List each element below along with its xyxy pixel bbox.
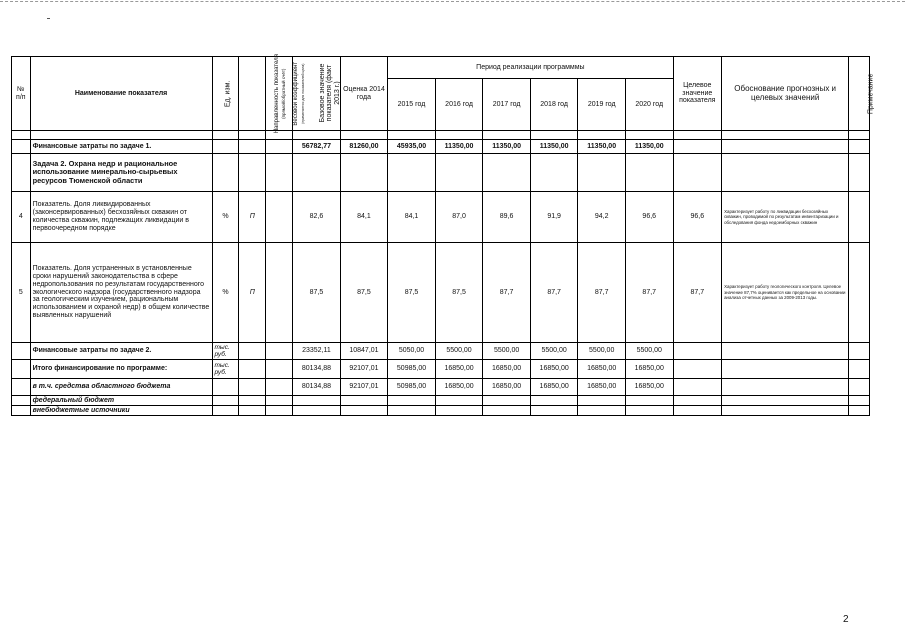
cell-year: 11350,00	[578, 140, 626, 154]
cell-year: 16850,00	[530, 379, 578, 396]
cell-base: 82,6	[293, 192, 341, 243]
cell-year: 11350,00	[530, 140, 578, 154]
row-name: в т.ч. средства областного бюджета	[30, 379, 212, 396]
header-rationale: Обоснование прогнозных и целевых значений	[722, 57, 849, 131]
header-weight: Весовой коэффициент (применяется для показателей цели)	[266, 57, 293, 131]
cell-estimate: 87,5	[340, 243, 388, 343]
table-row-regional	[12, 379, 870, 396]
cell-direction: П	[239, 192, 266, 243]
cell-year: 87,7	[483, 243, 531, 343]
header-name: Наименование показателя	[30, 57, 212, 131]
header-year: 2019 год	[578, 79, 626, 131]
cell-unit: %	[212, 243, 239, 343]
row-num: 5	[12, 243, 31, 343]
cell-rationale: Характеризует работу по ликвидации бесхозяйных скважин, проводимой по результатам инвентаризации и обследования фонда недоемборных скважин	[722, 192, 849, 243]
cell-year: 16850,00	[625, 360, 673, 379]
cell-estimate: 10847,01	[340, 343, 388, 360]
cell-target: 96,6	[673, 192, 722, 243]
cell-year: 16850,00	[578, 360, 626, 379]
table-row-offbudget	[12, 406, 870, 416]
cell-year: 16850,00	[435, 379, 483, 396]
cell-year: 5500,00	[530, 343, 578, 360]
cell-year: 87,5	[435, 243, 483, 343]
table-row-fin1	[12, 140, 870, 154]
cell-unit: тыс. руб.	[212, 343, 239, 360]
row-name: Финансовые затраты по задаче 1.	[30, 140, 212, 154]
cell-estimate: 81260,00	[340, 140, 388, 154]
table-row-fin2	[12, 343, 870, 360]
cell-base: 80134,88	[293, 379, 341, 396]
cell-year: 16850,00	[435, 360, 483, 379]
cell-year: 87,0	[435, 192, 483, 243]
task-heading: Задача 2. Охрана недр и рациональное использование минерально-сырьевых ресурсов Тюменской области	[30, 154, 212, 192]
header-num: № п/п	[12, 57, 31, 131]
row-name: внебюджетные источники	[30, 406, 212, 416]
cell-estimate: 84,1	[340, 192, 388, 243]
indicator-table	[11, 53, 875, 416]
cell-year: 96,6	[625, 192, 673, 243]
cell-estimate: 92107,01	[340, 360, 388, 379]
cell-direction: П	[239, 243, 266, 343]
cell-year: 16850,00	[483, 360, 531, 379]
row-name: федеральный бюджет	[30, 396, 212, 406]
row-name: Показатель. Доля ликвидированных (законсервированных) бесхозяйных скважин от количества скважин, подлежащих ликвидации в первоочередном порядке	[30, 192, 212, 243]
cell-year: 16850,00	[483, 379, 531, 396]
row-name: Финансовые затраты по задаче 2.	[30, 343, 212, 360]
cell-year: 84,1	[388, 192, 436, 243]
header-direction: Направленность показателя (прямой/обратный счёт)	[239, 57, 266, 131]
table-row-total	[12, 360, 870, 379]
header-year: 2017 год	[483, 79, 531, 131]
cell-year: 50985,00	[388, 360, 436, 379]
cell-year: 16850,00	[530, 360, 578, 379]
header-unit: Ед. изм.	[212, 57, 239, 131]
cell-year: 50985,00	[388, 379, 436, 396]
header-year: 2020 год	[625, 79, 673, 131]
cell-year: 87,7	[530, 243, 578, 343]
cell-rationale: Характеризует работу геологического контроля. Целевое значение 87,7% оценивается как предельное на основании анализа отчетных данных за 2009-2013 годы.	[722, 243, 849, 343]
header-year: 2015 год	[388, 79, 436, 131]
row-num: 4	[12, 192, 31, 243]
scan-dot	[47, 18, 50, 19]
cell-year: 16850,00	[625, 379, 673, 396]
cell-base: 23352,11	[293, 343, 341, 360]
cell-unit: %	[212, 192, 239, 243]
header-year: 2018 год	[530, 79, 578, 131]
row-name: Показатель. Доля устраненных в установленные сроки нарушений законодательства в сфере недропользования по результатам государственного экологического надзора (государственного надзора за геологическим изучением, рациональным использованием и охраной недр) в общем количестве выявленных нарушений	[30, 243, 212, 343]
cell-estimate: 92107,01	[340, 379, 388, 396]
cell-year: 5500,00	[578, 343, 626, 360]
cell-base: 80134,88	[293, 360, 341, 379]
cell-year: 45935,00	[388, 140, 436, 154]
cell-year: 5500,00	[435, 343, 483, 360]
cell-base: 87,5	[293, 243, 341, 343]
table-row-ind5	[12, 243, 870, 343]
cell-base: 56782,77	[293, 140, 341, 154]
cell-year: 87,5	[388, 243, 436, 343]
header-estimate: Оценка 2014 года	[340, 57, 388, 131]
cell-year: 87,7	[578, 243, 626, 343]
table-row-federal	[12, 396, 870, 406]
header-target: Целевое значение показателя	[673, 57, 722, 131]
spacer-row	[12, 131, 870, 140]
row-name: Итого финансирование по программе:	[30, 360, 212, 379]
cell-year: 5050,00	[388, 343, 436, 360]
header-year: 2016 год	[435, 79, 483, 131]
cell-year: 16850,00	[578, 379, 626, 396]
cell-year: 11350,00	[435, 140, 483, 154]
table-row-ind4	[12, 192, 870, 243]
header-base: Базовое значение показателя (факт 2013 г.)	[293, 57, 341, 131]
top-border-line	[0, 1, 905, 2]
table-row-task2	[12, 154, 870, 192]
page-number: 2	[843, 614, 849, 625]
cell-year: 91,9	[530, 192, 578, 243]
cell-target: 87,7	[673, 243, 722, 343]
cell-year: 94,2	[578, 192, 626, 243]
cell-year: 11350,00	[625, 140, 673, 154]
header-period: Период реализации программмы	[388, 57, 673, 79]
cell-year: 11350,00	[483, 140, 531, 154]
cell-year: 87,7	[625, 243, 673, 343]
cell-year: 5500,00	[625, 343, 673, 360]
cell-year: 5500,00	[483, 343, 531, 360]
cell-year: 89,6	[483, 192, 531, 243]
header-note: Примечание	[849, 57, 870, 131]
cell-unit: тыс. руб.	[212, 360, 239, 379]
